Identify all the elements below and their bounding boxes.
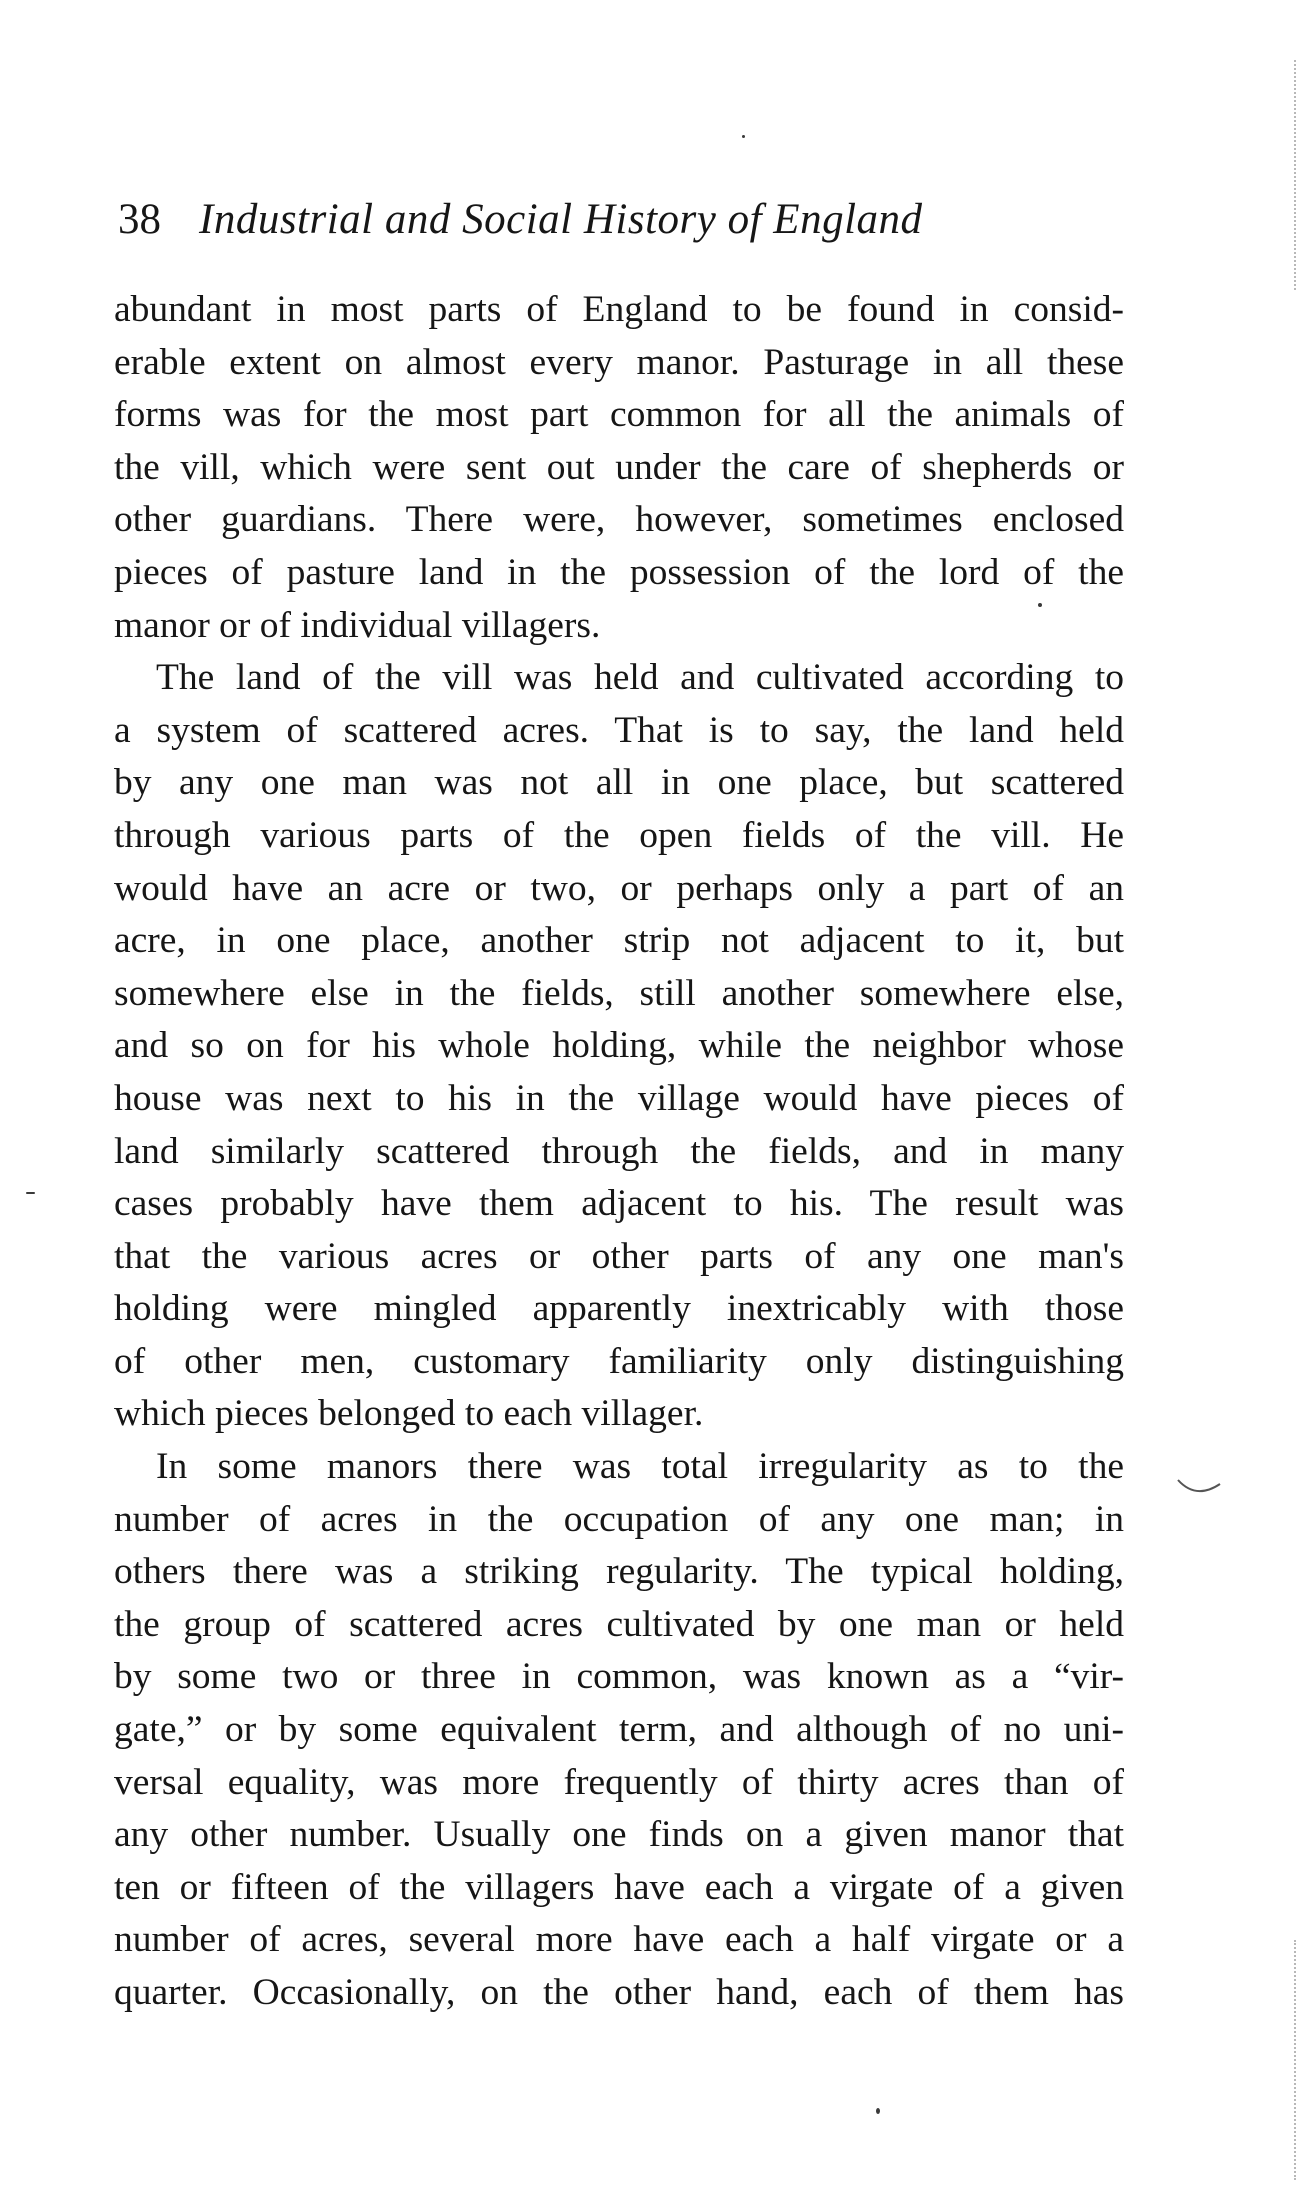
paragraph-1: [114, 284, 1124, 652]
running-title: Industrial and Social History of England: [199, 196, 923, 243]
margin-curve-mark: [1176, 1476, 1224, 1500]
scan-speck: [742, 135, 745, 138]
text-line: the vill, which were sent out under the care of shepherds or: [114, 446, 1124, 488]
text-line: The land of the vill was held and cultivated according to: [156, 657, 1124, 699]
text-line: acre, in one place, another strip not adjacent to it, but: [114, 920, 1124, 962]
text-line: number of acres in the occupation of any one man; in: [114, 1498, 1124, 1540]
text-line: pieces of pasture land in the possession of the lord of the: [114, 551, 1124, 593]
scan-speck: [26, 1192, 35, 1194]
text-line: somewhere else in the fields, still another somewhere else,: [114, 972, 1124, 1014]
text-line: any other number. Usually one finds on a given manor that: [114, 1814, 1124, 1856]
body-text: [114, 284, 1124, 2020]
text-line: house was next to his in the village would have pieces of: [114, 1077, 1124, 1119]
text-line: erable extent on almost every manor. Pasturage in all these: [114, 341, 1124, 383]
text-line: by any one man was not all in one place, but scattered: [114, 762, 1124, 804]
page-edge-artifact: [1288, 1940, 1296, 2180]
text-line: manor or of individual villagers.: [114, 604, 601, 646]
text-line: cases probably have them adjacent to his. The result was: [114, 1183, 1124, 1225]
page-edge-artifact: [1288, 60, 1296, 290]
text-line: abundant in most parts of England to be found in consid-: [114, 289, 1124, 330]
scan-speck: [876, 2108, 880, 2114]
text-line: other guardians. There were, however, sometimes enclosed: [114, 499, 1124, 541]
text-line: would have an acre or two, or perhaps only a part of an: [114, 867, 1124, 909]
text-line: others there was a striking regularity. The typical holding,: [114, 1551, 1124, 1593]
text-line: the group of scattered acres cultivated by one man or held: [114, 1603, 1124, 1645]
text-line: of other men, customary familiarity only distinguishing: [114, 1340, 1124, 1382]
text-line: land similarly scattered through the fields, and in many: [114, 1130, 1124, 1172]
text-line: In some manors there was total irregularity as to the: [156, 1446, 1124, 1488]
paragraph-2: [114, 652, 1124, 1441]
running-head: [118, 190, 1078, 250]
text-line: quarter. Occasionally, on the other hand, each of them has: [114, 1972, 1124, 2013]
text-line: that the various acres or other parts of any one man's: [114, 1235, 1124, 1277]
text-line: holding were mingled apparently inextricably with those: [114, 1288, 1124, 1330]
text-line: and so on for his whole holding, while the neighbor whose: [114, 1025, 1124, 1067]
text-line: which pieces belonged to each villager.: [114, 1393, 704, 1435]
text-line: gate,” or by some equivalent term, and although of no uni-: [114, 1709, 1124, 1751]
text-line: number of acres, several more have each a half virgate or a: [114, 1919, 1124, 1961]
page-number: 38: [118, 196, 161, 243]
text-line: ten or fifteen of the villagers have each a virgate of a given: [114, 1866, 1124, 1908]
text-line: by some two or three in common, was known as a “vir-: [114, 1656, 1124, 1698]
text-line: through various parts of the open fields of the vill. He: [114, 814, 1124, 856]
text-line: forms was for the most part common for all the animals of: [114, 394, 1124, 436]
scan-speck: [1038, 603, 1042, 607]
text-line: versal equality, was more frequently of thirty acres than of: [114, 1761, 1124, 1803]
text-line: a system of scattered acres. That is to say, the land held: [114, 709, 1124, 751]
paragraph-3: [114, 1441, 1124, 2020]
